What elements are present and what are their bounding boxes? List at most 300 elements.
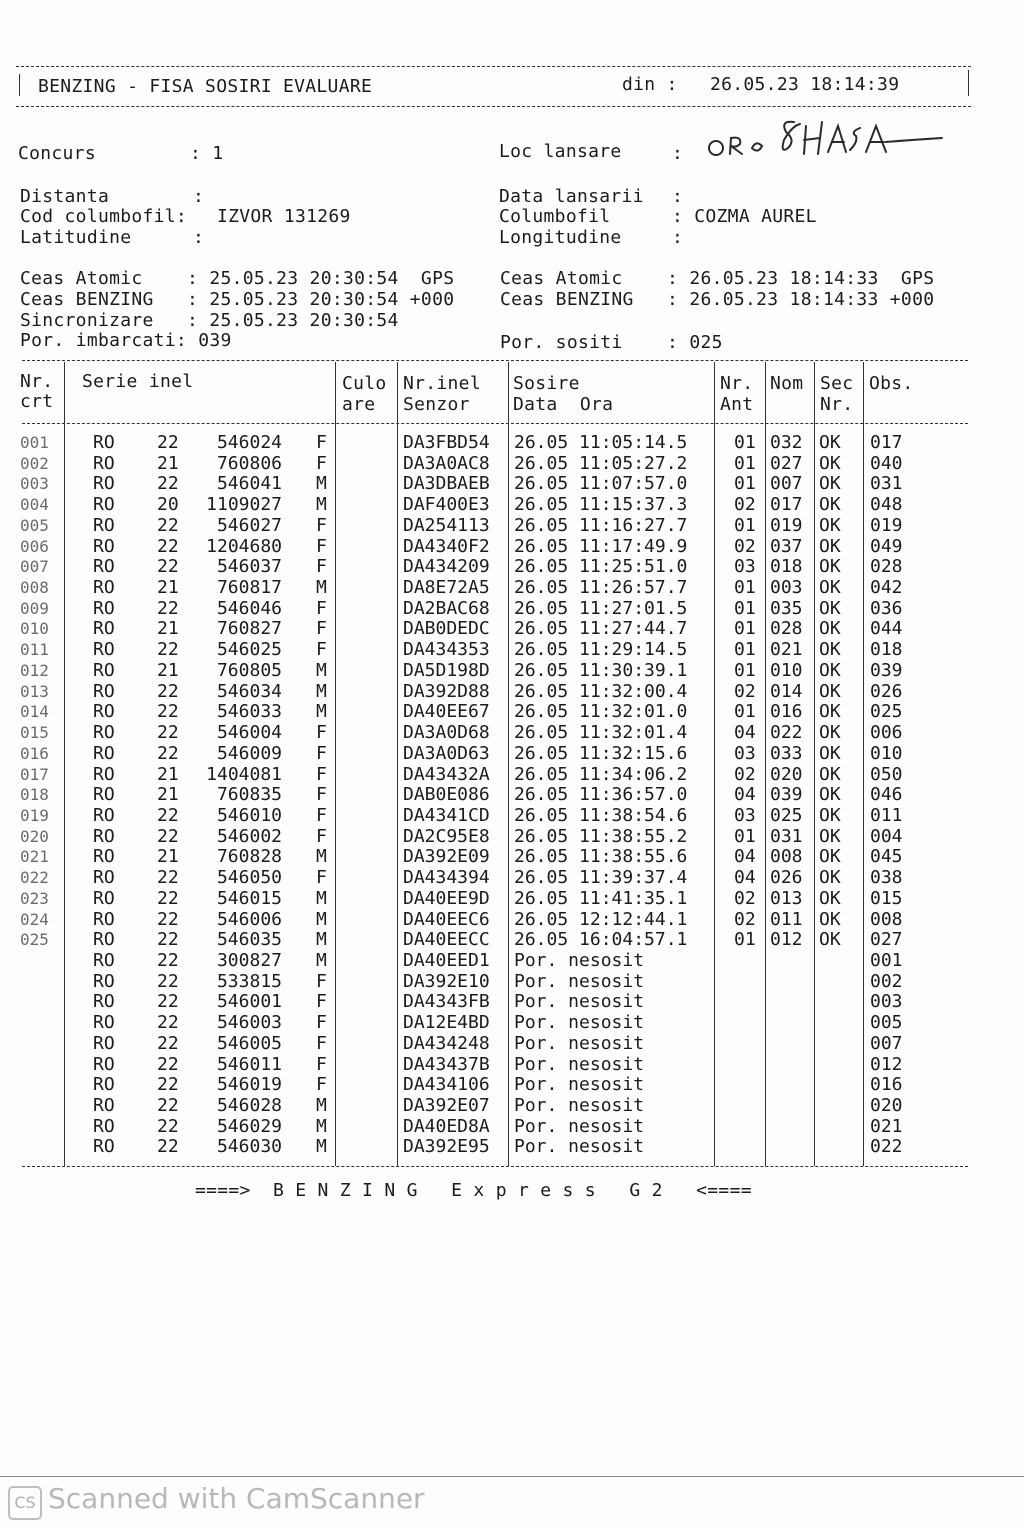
cell-an: 21 [157,846,179,868]
cell-sosire: Por. nesosit [514,950,645,971]
cell-sex: M [316,577,327,599]
table-row [0,474,1000,495]
cell-ant: 01 [734,514,756,536]
cell-ant: 04 [734,784,756,806]
col-header-serie: Serie inel [82,371,194,392]
cell-inel: 760835 [216,784,282,806]
cell-obs: 025 [870,701,903,723]
cell-sosire: 26.05 11:26:57.7 [514,577,688,599]
cell-sosire: 26.05 11:32:01.4 [514,722,688,744]
cell-inel: 546034 [216,680,282,702]
cell-sex: F [316,1074,327,1096]
cell-senzor: DA40EE9D [403,887,490,909]
cell-nom: 018 [770,556,803,578]
cell-obs: 038 [870,867,903,889]
cell-an: 22 [157,950,179,971]
cell-sec: OK [819,618,841,640]
cell-sec: OK [819,659,841,681]
cell-ant: 04 [734,722,756,744]
cell-nom: 016 [770,701,803,723]
cell-nom: 012 [770,929,803,951]
col-header-nrinel: Nr.inel [403,373,481,394]
cell-sex: M [316,887,327,909]
cell-an: 22 [157,722,179,744]
col-header-sec-nr: Nr. [820,394,854,415]
cell-sex: F [316,970,327,992]
cell-an: 21 [157,659,179,681]
cell-sosire: Por. nesosit [514,970,645,992]
cell-ant: 02 [734,494,756,516]
cell-nom: 031 [770,825,803,847]
table-row [0,599,1000,620]
cell-nr: 015 [20,723,49,743]
cell-sec: OK [819,929,841,951]
cell-obs: 005 [870,1012,903,1034]
cell-senzor: DA3A0D68 [403,722,490,744]
cell-nom: 014 [770,680,803,702]
cell-an: 22 [157,473,179,495]
cell-inel: 760828 [216,846,282,868]
cell-senzor: DA434353 [403,639,490,661]
cell-obs: 006 [870,722,903,744]
cell-inel: 760805 [216,659,282,681]
col-header-nr: Nr. [20,371,54,392]
cell-nom: 013 [770,887,803,909]
cell-sec: OK [819,680,841,702]
cell-inel: 546024 [216,432,282,453]
cell-sec: OK [819,825,841,847]
cell-sosire: 26.05 11:27:01.5 [514,597,688,619]
cell-sosire: 26.05 11:05:27.2 [514,452,688,474]
cell-senzor: DA434248 [403,1032,490,1054]
cell-sex: M [316,1136,327,1158]
cell-sosire: 26.05 11:41:35.1 [514,887,688,909]
cell-tara: RO [93,1012,115,1034]
cell-senzor: DA3A0AC8 [403,452,490,474]
sincronizare: Sincronizare : 25.05.23 20:30:54 [20,310,399,331]
cell-tara: RO [93,950,115,971]
cell-sex: M [316,950,327,971]
cell-sex: F [316,597,327,619]
cell-tara: RO [93,825,115,847]
concurs-value: : 1 [190,143,224,164]
cell-tara: RO [93,556,115,578]
cell-obs: 045 [870,846,903,868]
cell-sosire: Por. nesosit [514,1032,645,1054]
table-row [0,930,1000,951]
cell-an: 21 [157,618,179,640]
cell-an: 22 [157,639,179,661]
cell-sosire: 26.05 11:16:27.7 [514,514,688,536]
cell-nom: 017 [770,494,803,516]
cell-inel: 546050 [216,867,282,889]
cell-nr: 022 [20,868,49,888]
longitudine-sep: : [672,227,684,248]
cell-tara: RO [93,618,115,640]
cell-an: 22 [157,970,179,992]
ceas-atomic-end: Ceas Atomic : 26.05.23 18:14:33 GPS [500,268,935,289]
cell-nr: 014 [20,702,49,722]
cell-sec: OK [819,722,841,744]
cell-tara: RO [93,535,115,557]
columbofil-label: Columbofil [499,206,611,227]
cell-obs: 019 [870,514,903,536]
table-row [0,1096,1000,1117]
cell-nom: 008 [770,846,803,868]
cell-senzor: DA12E4BD [403,1012,490,1034]
cell-nr: 019 [20,805,49,825]
cell-sosire: Por. nesosit [514,1053,645,1075]
cell-obs: 018 [870,639,903,661]
cell-inel: 546033 [216,701,282,723]
cell-an: 22 [157,804,179,826]
cell-obs: 008 [870,908,903,930]
cell-sosire: 26.05 11:05:14.5 [514,432,688,453]
cell-senzor: DA392E10 [403,970,490,992]
loc-lansare-sep: : [672,143,684,164]
table-row [0,557,1000,578]
cell-sosire: 26.05 11:32:00.4 [514,680,688,702]
cell-sosire: 26.05 11:15:37.3 [514,494,688,516]
cell-senzor: DA43437B [403,1053,490,1075]
cell-sosire: 26.05 11:38:54.6 [514,804,688,826]
cell-an: 22 [157,1136,179,1158]
cell-inel: 1404081 [206,763,282,785]
cell-an: 22 [157,597,179,619]
cell-senzor: DA434394 [403,867,490,889]
cell-sex: M [316,846,327,868]
longitudine-label: Longitudine [499,227,622,248]
cell-sosire: 26.05 11:30:39.1 [514,659,688,681]
cell-tara: RO [93,1074,115,1096]
cell-nr: 009 [20,598,49,618]
cell-sosire: 26.05 11:27:44.7 [514,618,688,640]
cell-inel: 546025 [216,639,282,661]
cell-tara: RO [93,659,115,681]
camscanner-watermark [0,1476,1024,1528]
table-row [0,640,1000,661]
cell-sec: OK [819,432,841,453]
cell-sex: F [316,1012,327,1034]
cell-sosire: 26.05 11:29:14.5 [514,639,688,661]
cell-sex: M [316,473,327,495]
cell-an: 22 [157,1053,179,1075]
cell-sosire: 26.05 11:32:15.6 [514,742,688,764]
cell-sex: F [316,804,327,826]
col-header-data-ora: Data Ora [513,394,614,415]
cell-tara: RO [93,1032,115,1054]
cell-inel: 546005 [216,1032,282,1054]
cell-ant: 02 [734,908,756,930]
cell-inel: 546037 [216,556,282,578]
cell-obs: 022 [870,1136,903,1158]
cell-nr: 018 [20,785,49,805]
cell-inel: 546001 [216,991,282,1013]
cell-obs: 026 [870,680,903,702]
distanta-label: Distanta [20,186,110,207]
cell-inel: 546010 [216,804,282,826]
cell-an: 22 [157,1032,179,1054]
cell-sex: F [316,514,327,536]
cell-inel: 546006 [216,908,282,930]
cell-inel: 546046 [216,597,282,619]
cell-obs: 044 [870,618,903,640]
cell-sec: OK [819,639,841,661]
cell-obs: 042 [870,577,903,599]
cell-nom: 007 [770,473,803,495]
concurs-label: Concurs [18,143,96,164]
cell-tara: RO [93,804,115,826]
cell-sex: M [316,659,327,681]
cell-ant: 01 [734,577,756,599]
cell-sex: F [316,867,327,889]
cell-an: 22 [157,535,179,557]
cell-sosire: 26.05 16:04:57.1 [514,929,688,951]
cell-obs: 039 [870,659,903,681]
cell-sex: F [316,452,327,474]
cell-an: 22 [157,1095,179,1117]
table-row [0,765,1000,786]
cell-sec: OK [819,742,841,764]
cell-tara: RO [93,846,115,868]
cell-tara: RO [93,577,115,599]
cell-sosire: 26.05 11:36:57.0 [514,784,688,806]
cell-sosire: Por. nesosit [514,1136,645,1158]
cell-nr: 016 [20,743,49,763]
table-row [0,723,1000,744]
cell-sex: F [316,825,327,847]
cell-senzor: DA4343FB [403,991,490,1013]
cell-sex: F [316,639,327,661]
cell-nr: 025 [20,930,49,950]
cell-inel: 546015 [216,887,282,909]
cell-an: 20 [157,494,179,516]
cell-ant: 02 [734,535,756,557]
cell-senzor: DA4340F2 [403,535,490,557]
cell-ant: 02 [734,887,756,909]
col-header-are: are [342,394,376,415]
cell-tara: RO [93,494,115,516]
cell-sec: OK [819,556,841,578]
cell-sosire: Por. nesosit [514,1115,645,1137]
table-row [0,1055,1000,1076]
cell-obs: 004 [870,825,903,847]
col-header-sosire: Sosire [513,373,580,394]
cell-inel: 546004 [216,722,282,744]
cell-an: 22 [157,514,179,536]
cell-nr: 005 [20,515,49,535]
cell-senzor: DA40EECC [403,929,490,951]
report-date-value: 26.05.23 18:14:39 [710,74,900,95]
cell-nr: 012 [20,660,49,680]
cell-tara: RO [93,701,115,723]
cell-an: 22 [157,742,179,764]
cell-sex: M [316,908,327,930]
cell-ant: 03 [734,804,756,826]
cell-nr: 024 [20,909,49,929]
cell-obs: 020 [870,1095,903,1117]
cell-ant: 01 [734,701,756,723]
cell-nom: 020 [770,763,803,785]
cell-tara: RO [93,514,115,536]
cell-obs: 015 [870,887,903,909]
cell-inel: 1204680 [206,535,282,557]
cell-an: 22 [157,825,179,847]
cell-obs: 010 [870,742,903,764]
cell-inel: 546002 [216,825,282,847]
cell-sec: OK [819,473,841,495]
cell-sex: F [316,1032,327,1054]
cell-ant: 01 [734,825,756,847]
col-header-senzor: Senzor [403,394,470,415]
cell-tara: RO [93,867,115,889]
cell-obs: 021 [870,1115,903,1137]
cell-nom: 026 [770,867,803,889]
table-row [0,537,1000,558]
cell-ant: 02 [734,680,756,702]
report-title: BENZING - FISA SOSIRI EVALUARE [38,76,373,97]
table-row [0,1075,1000,1096]
cell-tara: RO [93,452,115,474]
cell-sec: OK [819,908,841,930]
table-row [0,744,1000,765]
cell-sec: OK [819,535,841,557]
cell-sosire: 26.05 11:32:01.0 [514,701,688,723]
cell-obs: 027 [870,929,903,951]
cell-obs: 046 [870,784,903,806]
cell-senzor: DA2BAC68 [403,597,490,619]
scan-edge-line [0,1476,1024,1477]
cell-tara: RO [93,722,115,744]
cell-sex: M [316,494,327,516]
cell-nom: 010 [770,659,803,681]
cell-senzor: DA40EED1 [403,950,490,971]
cell-inel: 760806 [216,452,282,474]
cell-nr: 011 [20,640,49,660]
ceas-benzing-end: Ceas BENZING : 26.05.23 18:14:33 +000 [500,289,935,310]
col-header-crt: crt [20,391,54,412]
cell-ant: 01 [734,432,756,453]
cell-tara: RO [93,763,115,785]
cell-sex: F [316,784,327,806]
cell-inel: 760817 [216,577,282,599]
cell-tara: RO [93,1115,115,1137]
footer-brand: ====> B E N Z I N G E x p r e s s G 2 <==== [195,1180,752,1201]
cell-an: 22 [157,432,179,453]
cell-an: 22 [157,556,179,578]
cell-ant: 04 [734,867,756,889]
cell-senzor: DA43432A [403,763,490,785]
cell-obs: 040 [870,452,903,474]
cell-obs: 011 [870,804,903,826]
cell-ant: 01 [734,597,756,619]
cell-inel: 546041 [216,473,282,495]
cell-inel: 760827 [216,618,282,640]
cell-sosire: 26.05 11:39:37.4 [514,867,688,889]
cell-nr: 007 [20,557,49,577]
cell-ant: 01 [734,659,756,681]
cell-inel: 546029 [216,1115,282,1137]
col-header-culo: Culo [342,373,387,394]
cell-sosire: 26.05 11:38:55.2 [514,825,688,847]
cell-inel: 1109027 [206,494,282,516]
cell-nom: 028 [770,618,803,640]
cell-sec: OK [819,597,841,619]
cell-sec: OK [819,452,841,474]
cell-ant: 03 [734,556,756,578]
columbofil-value: : COZMA AUREL [672,206,817,227]
table-row [0,827,1000,848]
table-row [0,682,1000,703]
cell-inel: 546027 [216,514,282,536]
cell-obs: 012 [870,1053,903,1075]
cell-senzor: DAB0DEDC [403,618,490,640]
latitudine-sep: : [193,227,205,248]
cell-nr: 013 [20,681,49,701]
col-header-sec: Sec [820,373,854,394]
cell-ant: 04 [734,846,756,868]
cell-tara: RO [93,784,115,806]
cell-an: 22 [157,680,179,702]
cell-tara: RO [93,597,115,619]
ceas-atomic-start: Ceas Atomic : 25.05.23 20:30:54 GPS [20,268,455,289]
cell-ant: 01 [734,473,756,495]
cell-obs: 016 [870,1074,903,1096]
cell-senzor: DA392E95 [403,1136,490,1158]
cell-sex: F [316,556,327,578]
cell-tara: RO [93,432,115,453]
table-row [0,992,1000,1013]
col-header-nom: Nom [770,373,804,394]
cell-inel: 546035 [216,929,282,951]
cell-sosire: 26.05 12:12:44.1 [514,908,688,930]
cell-nr: 017 [20,764,49,784]
porumbei-imbarcati: Por. imbarcati: 039 [20,330,232,351]
cell-senzor: DA3FBD54 [403,432,490,453]
cell-obs: 001 [870,950,903,971]
cell-senzor: DA3DBAEB [403,473,490,495]
data-lansarii-label: Data lansarii [499,186,644,207]
ceas-benzing-start: Ceas BENZING : 25.05.23 20:30:54 +000 [20,289,455,310]
cell-tara: RO [93,908,115,930]
cell-ant: 01 [734,929,756,951]
cell-inel: 546011 [216,1053,282,1075]
cell-senzor: DA4341CD [403,804,490,826]
cell-sec: OK [819,514,841,536]
cell-sex: M [316,1095,327,1117]
cell-obs: 031 [870,473,903,495]
report-date-label: din : [622,74,678,95]
table-row [0,661,1000,682]
cod-columbofil-value: IZVOR 131269 [217,206,351,227]
cell-senzor: DA40ED8A [403,1115,490,1137]
porumbei-sositi: Por. sositi : 025 [500,332,723,353]
cell-nom: 032 [770,432,803,453]
cell-an: 22 [157,1074,179,1096]
cell-sex: F [316,763,327,785]
cell-senzor: DA392E07 [403,1095,490,1117]
cell-senzor: DA5D198D [403,659,490,681]
cell-senzor: DAB0E086 [403,784,490,806]
cell-nom: 003 [770,577,803,599]
cell-sex: F [316,991,327,1013]
cell-tara: RO [93,929,115,951]
cell-tara: RO [93,680,115,702]
cell-nom: 037 [770,535,803,557]
cell-tara: RO [93,1136,115,1158]
table-row [0,847,1000,868]
cell-nom: 039 [770,784,803,806]
